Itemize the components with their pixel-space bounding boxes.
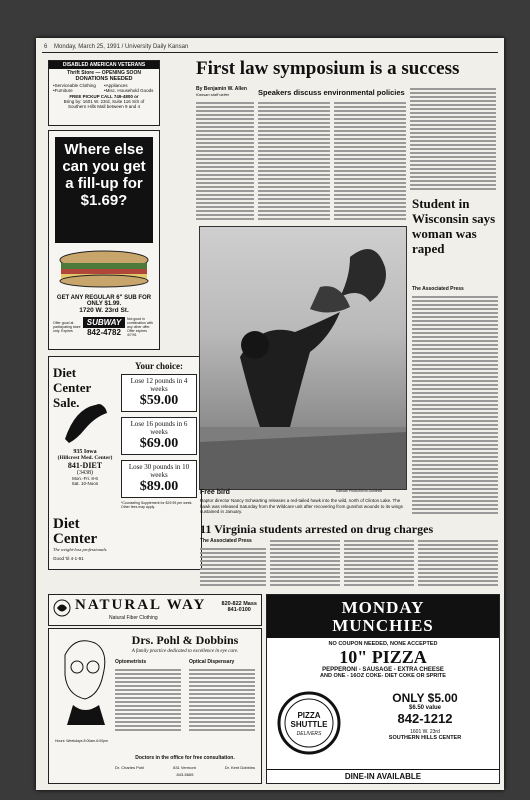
virginia-col3 <box>344 538 414 586</box>
pizza-size: 10" PIZZA <box>339 647 427 667</box>
pohl-address: 831 Vermont <box>173 765 196 770</box>
virginia-col4 <box>418 538 498 586</box>
diet-offers <box>121 361 197 509</box>
pizza-shuttle-logo <box>277 691 341 755</box>
pizza-phone: 842-1212 <box>397 711 453 726</box>
woman-glasses-illustration-icon <box>55 635 111 725</box>
offer-label: Lose 12 pounds in 4 weeks <box>130 377 188 393</box>
diet-fine: *Counseling Supplement for $29.95 per week. Other fees may apply. <box>121 501 193 509</box>
virginia-source: The Associated Press <box>200 538 252 544</box>
diet-title: Diet Center Sale. <box>53 365 92 410</box>
col4-text <box>410 86 496 190</box>
pohl-bottom: Doctors in the office for free consultation. <box>135 755 235 761</box>
dav-pickup: FREE PICKUP CALL 749-4800 or <box>69 94 139 99</box>
pohl-doc2: Dr. Kent Dobbins <box>224 765 255 770</box>
natural-addr2: 841-0100 <box>227 607 251 613</box>
dav-bring: Bring by: 1601 W. 23rd, Suite 116 S/S of <box>63 99 145 104</box>
pizza-title-box <box>267 595 499 638</box>
diet-center-ad <box>48 356 202 570</box>
diet-hours2: Sat. 10-Noon <box>71 481 99 486</box>
main-headline: First law symposium is a success <box>196 58 460 79</box>
diet-phone: 841-DIET <box>67 461 103 470</box>
diet-offer-3 <box>121 460 197 498</box>
side-headline: Student in Wisconsin says woman was raped <box>412 196 496 256</box>
pohl-col2-title: Optical Dispensary <box>189 659 235 665</box>
dav-item: •Appliances <box>104 83 128 88</box>
dav-location: Southern Hills Mall between 9 and 4 <box>67 104 141 109</box>
pohl-footer <box>115 765 255 770</box>
folio-rule <box>42 52 498 53</box>
pizza-title1: MONDAY <box>341 598 425 617</box>
figure-illustration-icon <box>55 399 111 445</box>
pizza-price-block <box>357 691 493 741</box>
dav-item: •Misc. Household Goods <box>104 88 154 93</box>
pizza-mode: DINE-IN AVAILABLE <box>267 769 499 783</box>
sub-phone: 842-4782 <box>87 328 121 337</box>
sub-sandwich-image <box>57 249 151 289</box>
subway-logo: SUBWAY <box>83 317 126 328</box>
sub-fine-right: Not good in combination with any other offer. Offer expires 4/7/91 <box>127 317 154 337</box>
pizza-coupon: NO COUPON NEEDED, NONE ACCEPTED <box>328 641 438 647</box>
photo-caption: Raptor director Nancy Schwarting releases a red-tailed hawk into the wild, north of Clinton Lake. The hawk was released Saturday from the Wildcare unit after recovering from gunshot wounds to its wings sustained in January. <box>200 498 403 514</box>
pizza-brand2: DELIVERS <box>296 731 322 737</box>
col3-text <box>334 100 406 220</box>
byline-role: Kansan staff writer <box>196 92 230 97</box>
dav-subtitle: Thrift Store — OPENING SOON <box>67 70 141 76</box>
pizza-location: SOUTHERN HILLS CENTER <box>388 735 462 741</box>
sub-address: 1720 W. 23rd St. <box>79 307 129 314</box>
pizza-toppings: PEPPERONI - SAUSAGE - EXTRA CHEESE <box>322 667 444 673</box>
pizza-address: 1601 W. 23rd <box>410 729 440 735</box>
offer-label: Lose 16 pounds in 6 weeks <box>130 420 188 436</box>
virginia-headline: 11 Virginia students arrested on drug charges <box>200 522 434 536</box>
virginia-col1 <box>200 546 266 586</box>
sub-headline: Where else can you get a fill-up for $1.69? <box>62 141 146 209</box>
pohl-col1-title: Optometrists <box>115 659 147 665</box>
diet-hours1: Mon.-Fri. 8-6 <box>72 476 98 481</box>
pohl-hours: Hours: Weekdays 8:00am-6:00pm <box>55 739 109 743</box>
natural-name: NATURAL WAY <box>75 597 207 613</box>
side-source: The Associated Press <box>412 286 464 292</box>
folio <box>44 44 188 50</box>
pohl-phone: 843-5665 <box>176 772 194 777</box>
pizza-value: $6.50 value <box>408 705 442 711</box>
diet-choice: Your choice: <box>134 361 184 371</box>
diet-logo-block <box>53 517 117 561</box>
diet-address1: 935 Iowa <box>73 449 97 455</box>
dav-needed: DONATIONS NEEDED <box>75 76 133 82</box>
pizza-brand: PIZZA SHUTTLE <box>290 711 328 729</box>
pohl-title: Drs. Pohl & Dobbins <box>131 633 239 647</box>
offer-label: Lose 30 pounds in 10 weeks <box>128 463 190 479</box>
subway-ad <box>48 130 160 350</box>
dav-ad <box>48 60 160 126</box>
diet-address2: (Hillcrest Med. Center) <box>57 455 113 461</box>
dav-item: •Serviceable Clothing <box>53 83 96 88</box>
natural-leaf-icon <box>53 599 71 622</box>
hawk-photo <box>199 226 407 490</box>
pizza-drinks: AND ONE - 16OZ COKE- DIET COKE OR SPRITE <box>320 673 446 679</box>
pohl-tagline: A family practice dedicated to excellence in eye care. <box>131 649 239 654</box>
byline-name: By Benjamin W. Allen <box>196 86 247 92</box>
col1-text <box>196 100 254 220</box>
subhead: Speakers discuss environmental policies <box>258 88 405 97</box>
sandwich-icon <box>57 249 151 289</box>
pohl-col1-list <box>115 667 181 737</box>
diet-offer-2 <box>121 417 197 455</box>
hawk-release-illustration <box>200 227 406 489</box>
side-text <box>412 294 498 520</box>
newspaper-page <box>36 38 504 790</box>
natural-addr1: 820-822 Mass <box>221 601 257 607</box>
diet-offer-1 <box>121 374 197 412</box>
byline-block <box>196 86 254 97</box>
pohl-illustration <box>55 635 111 725</box>
natural-sub: Natural Fiber Clothing <box>109 615 158 621</box>
photo-credit: Kansan Photo/Kevin Andrews <box>336 489 383 493</box>
sub-offer: GET ANY REGULAR 6" SUB FOR ONLY $1.99. <box>56 295 152 307</box>
col2-text <box>258 100 330 220</box>
pohl-dobbins-ad <box>48 628 262 784</box>
sub-fine-left: Offer good at participating store only. Expires <box>53 321 81 333</box>
pizza-only: ONLY $5.00 <box>392 691 458 705</box>
virginia-col2 <box>270 538 340 586</box>
pohl-doc1: Dr. Charles Pohl <box>115 765 145 770</box>
diet-coupon: Good 'til 4-1-91 <box>53 556 84 561</box>
date-line: Monday, March 25, 1991 / University Daily Kansan <box>54 44 189 50</box>
diet-tagline: The weight-loss professionals. <box>53 547 108 552</box>
dav-item: •Furniture <box>53 88 73 93</box>
sub-footer <box>49 314 159 337</box>
diet-contact <box>51 449 119 486</box>
dav-items <box>49 82 159 94</box>
natural-address <box>222 601 257 613</box>
sub-headline-box <box>55 137 153 243</box>
diet-illustration <box>55 399 111 445</box>
offer-price: $59.00 <box>139 393 179 408</box>
offer-price: $89.00 <box>139 479 179 494</box>
offer-price: $69.00 <box>139 436 179 451</box>
dav-title: DISABLED AMERICAN VETERANS <box>49 61 159 69</box>
diet-phone2: (3438) <box>77 470 93 476</box>
pizza-title2: MUNCHIES <box>332 616 434 635</box>
diet-logo: Diet Center <box>53 516 98 547</box>
pizza-ad <box>266 594 500 784</box>
page-number: 6 <box>44 44 48 50</box>
photo-label: Free bird <box>200 489 230 496</box>
pohl-col2-list <box>189 667 255 737</box>
natural-way-ad <box>48 594 262 626</box>
